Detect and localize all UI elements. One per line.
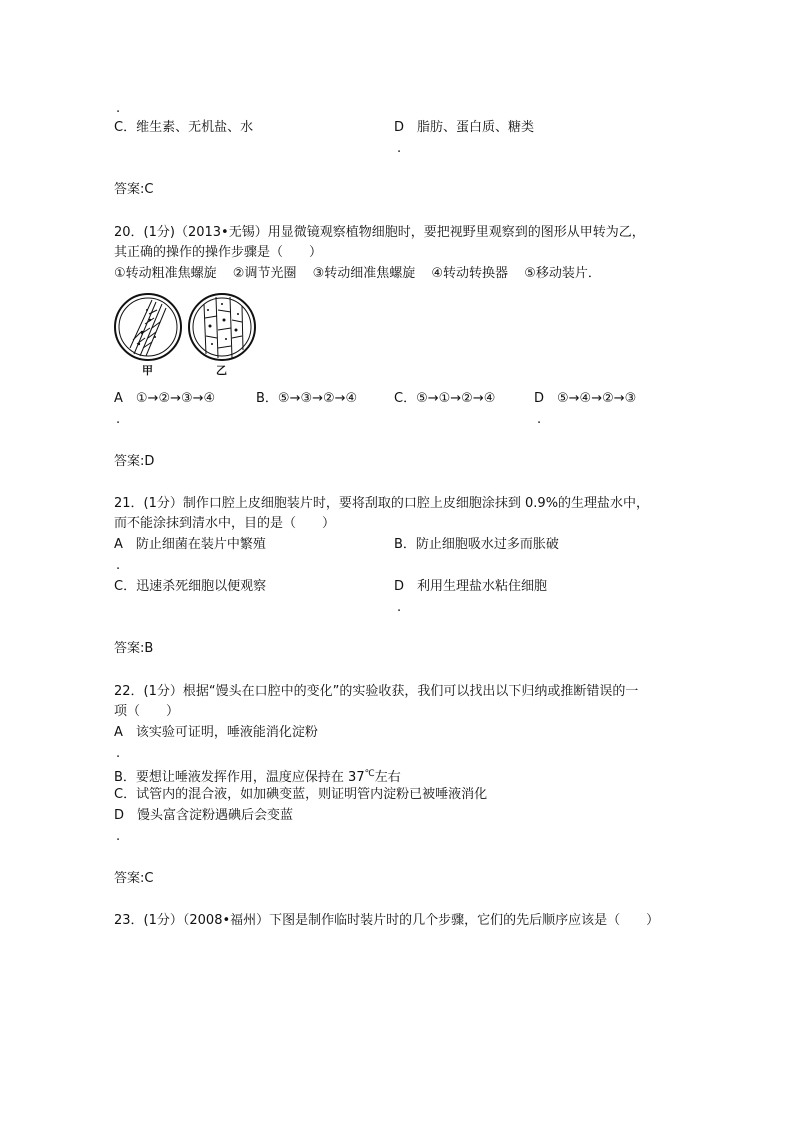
option-dot: .: [116, 746, 121, 761]
question-22-option-b: [114, 765, 401, 787]
option-dot: .: [537, 412, 542, 427]
option-b-suffix: 左右: [374, 770, 401, 785]
question-20-option-a: A ①→②→③→④: [114, 391, 216, 406]
question-22-line-2: 项（ ）: [114, 704, 180, 719]
answer-text: 答案:D: [114, 454, 155, 469]
answer-text: 答案:B: [114, 641, 154, 656]
question-22-option-d: D 馒头富含淀粉遇碘后会变蓝: [114, 808, 294, 823]
option-b-text: B．要想让唾液发挥作用，温度应保持在 37: [114, 770, 365, 785]
option-dot: .: [397, 600, 402, 615]
question-20-line-1: 20．(1分)（2013•无锡）用显微镜观察植物细胞时，要把视野里观察到的图形从甲转为乙，: [114, 225, 645, 240]
answer-text: 答案:C: [114, 871, 154, 886]
question-21-option-a: A 防止细菌在装片中繁殖: [114, 537, 266, 552]
question-21-option-c: C．迅速杀死细胞以便观察: [114, 579, 267, 594]
question-20-steps: [114, 265, 601, 283]
question-22-line-1: 22．(1分）根据“馒头在口腔中的变化”的实验收获，我们可以找出以下归纳或推断错误的一: [114, 684, 639, 699]
option-dot: .: [397, 141, 402, 156]
question-20-option-b: B．⑤→③→②→④: [256, 391, 358, 406]
microscope-circles-illustration: [112, 292, 262, 364]
question-20-line-2: 其正确的操作的操作步骤是（ ）: [114, 245, 323, 260]
question-22-option-c: C．试管内的混合液，如加碘变蓝，则证明管内淀粉已被唾液消化: [114, 787, 488, 802]
step-4: ④转动转换器: [431, 266, 509, 281]
question-23-line-1: 23．(1分）（2008•福州）下图是制作临时装片时的几个步骤，它们的先后顺序应该是（ ）: [114, 913, 660, 928]
question-22-option-a: A 该实验可证明，唾液能消化淀粉: [114, 725, 318, 740]
step-1: ①转动粗准焦螺旋: [114, 266, 217, 281]
question-21-option-b: B．防止细胞吸水过多而胀破: [394, 537, 559, 552]
microscope-view-figure: [112, 292, 262, 380]
option-d: D 脂肪、蛋白质、糖类: [394, 120, 535, 135]
question-21-line-2: 而不能涂抹到清水中，目的是（ ）: [114, 516, 336, 531]
question-20-option-d: D ⑤→④→②→③: [534, 391, 637, 406]
figure-label-jia: 甲: [142, 364, 153, 377]
option-dot: .: [116, 412, 121, 427]
question-20-option-c: C．⑤→①→②→④: [394, 391, 496, 406]
step-5: ⑤移动装片．: [524, 266, 601, 281]
question-21-option-d: D 利用生理盐水粘住细胞: [394, 579, 548, 594]
option-dot: .: [116, 101, 121, 116]
question-21-line-1: 21．(1分）制作口腔上皮细胞装片时，要将刮取的口腔上皮细胞涂抹到 0.9%的生理盐水中，: [114, 496, 650, 511]
answer-text: 答案:C: [114, 182, 154, 197]
step-2: ②调节光圈: [232, 266, 297, 281]
option-dot: .: [116, 829, 121, 844]
option-c: C．维生素、无机盐、水: [114, 120, 254, 135]
option-dot: .: [116, 558, 121, 573]
figure-label-yi: 乙: [216, 364, 227, 377]
step-3: ③转动细准焦螺旋: [312, 266, 416, 281]
degree-celsius-sup: ℃: [364, 769, 375, 779]
